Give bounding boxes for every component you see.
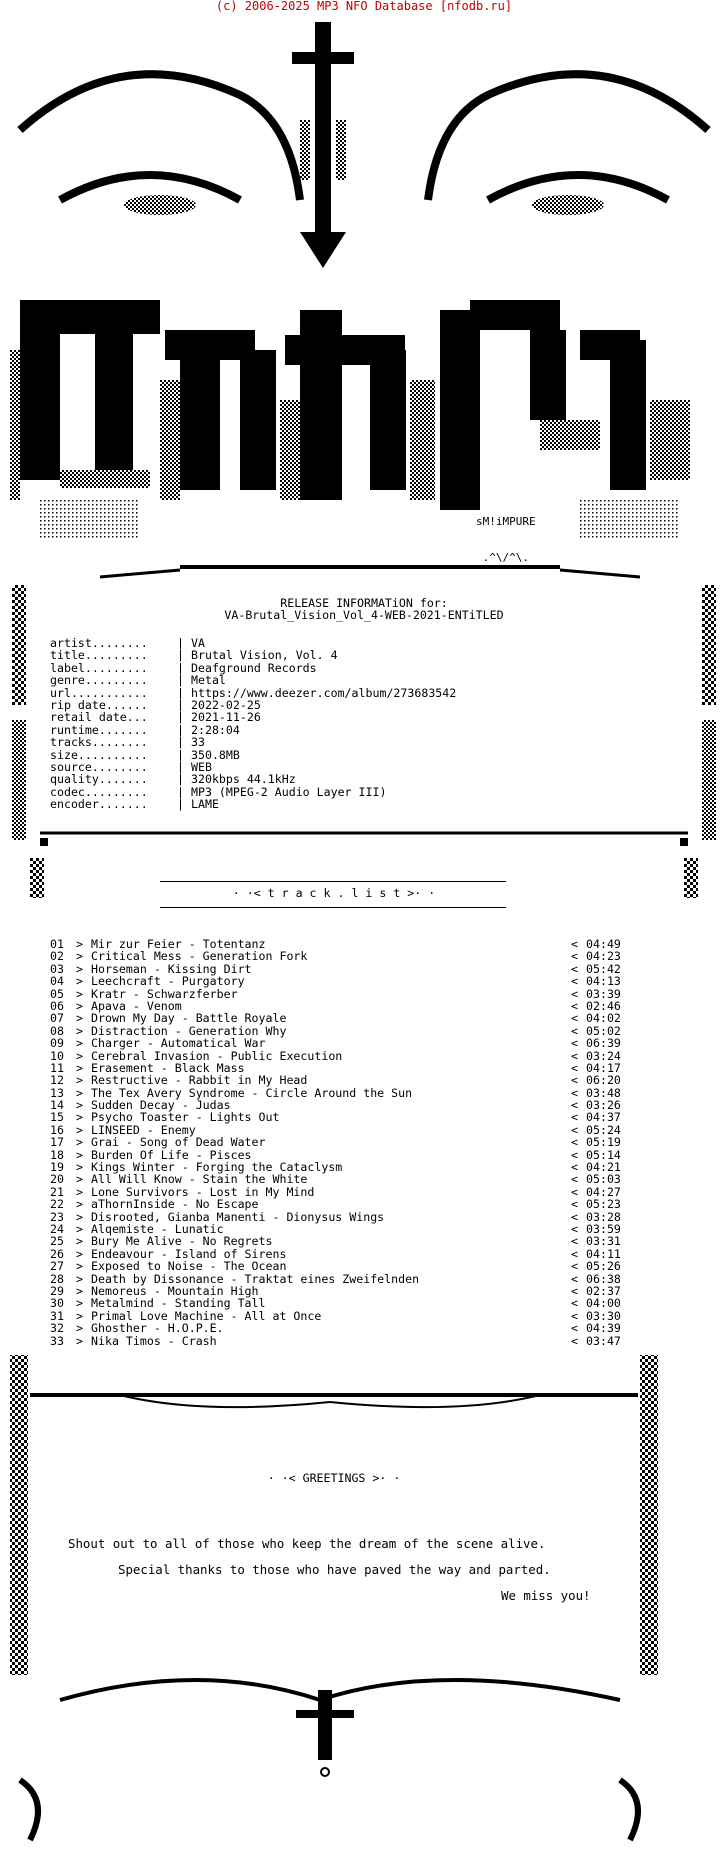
- track-arrow: >: [76, 1135, 83, 1150]
- track-duration: 04:17: [586, 1060, 621, 1075]
- track-duration: 04:49: [586, 937, 621, 951]
- info-key: encoder.......: [50, 797, 148, 812]
- track-number: 24: [50, 1221, 64, 1236]
- track-arrow: >: [76, 1259, 83, 1274]
- track-number: 11: [50, 1060, 64, 1075]
- track-arrow: >: [76, 1296, 83, 1311]
- duration-marker: <: [571, 1197, 578, 1212]
- duration-marker: <: [571, 1321, 578, 1336]
- info-separator: |: [177, 760, 184, 775]
- track-arrow: >: [76, 937, 83, 951]
- info-value: Metal: [191, 673, 226, 688]
- release-header: [0, 597, 728, 622]
- track-duration: 02:46: [586, 998, 621, 1013]
- info-separator: |: [177, 636, 184, 650]
- track-arrow: >: [76, 961, 83, 976]
- track-arrow: >: [76, 949, 83, 964]
- track-duration: 05:26: [586, 1259, 621, 1274]
- info-key: url...........: [50, 685, 148, 700]
- track-row: [50, 1111, 668, 1123]
- track-arrow: >: [76, 986, 83, 1001]
- track-arrow: >: [76, 1147, 83, 1162]
- track-title: Lone Survivors - Lost in My Mind: [91, 1184, 315, 1199]
- duration-marker: <: [571, 1023, 578, 1038]
- track-duration: 03:31: [586, 1234, 621, 1249]
- duration-marker: <: [571, 1184, 578, 1199]
- track-number: 20: [50, 1172, 64, 1187]
- track-number: 04: [50, 974, 64, 989]
- duration-marker: <: [571, 1110, 578, 1125]
- track-title: Psycho Toaster - Lights Out: [91, 1110, 280, 1125]
- track-title: Bury Me Alive - No Regrets: [91, 1234, 273, 1249]
- track-arrow: >: [76, 1184, 83, 1199]
- track-arrow: >: [76, 1197, 83, 1212]
- track-number: 03: [50, 961, 64, 976]
- track-row: [50, 1235, 668, 1247]
- wing-left: [20, 74, 300, 200]
- track-number: 09: [50, 1036, 64, 1051]
- duration-marker: <: [571, 937, 578, 951]
- signature-tag: .^\/^\.: [482, 551, 529, 564]
- track-arrow: >: [76, 1321, 83, 1336]
- duration-marker: <: [571, 1135, 578, 1150]
- track-row: [50, 950, 668, 962]
- track-duration: 06:39: [586, 1036, 621, 1051]
- track-number: 22: [50, 1197, 64, 1212]
- track-title: Distraction - Generation Why: [91, 1023, 287, 1038]
- track-number: 05: [50, 986, 64, 1001]
- track-arrow: >: [76, 1122, 83, 1137]
- track-duration: 03:30: [586, 1308, 621, 1323]
- track-title: Charger - Automatical War: [91, 1036, 266, 1051]
- track-duration: 02:37: [586, 1283, 621, 1298]
- info-separator: |: [177, 747, 184, 762]
- track-title: The Tex Avery Syndrome - Circle Around the Sun: [91, 1085, 413, 1100]
- track-number: 28: [50, 1271, 64, 1286]
- info-value: 320kbps 44.1kHz: [191, 772, 296, 787]
- track-duration: 04:21: [586, 1160, 621, 1175]
- info-value: VA: [191, 636, 205, 650]
- duration-marker: <: [571, 1283, 578, 1298]
- track-duration: 03:39: [586, 986, 621, 1001]
- info-row: [50, 649, 456, 661]
- track-duration: 05:42: [586, 961, 621, 976]
- track-number: 17: [50, 1135, 64, 1150]
- track-number: 01: [50, 937, 64, 951]
- info-value: LAME: [191, 797, 219, 812]
- info-key: runtime.......: [50, 722, 148, 737]
- track-duration: 05:03: [586, 1172, 621, 1187]
- track-number: 27: [50, 1259, 64, 1274]
- info-separator: |: [177, 698, 184, 713]
- info-separator: |: [177, 660, 184, 675]
- duration-marker: <: [571, 1036, 578, 1051]
- info-separator: |: [177, 797, 184, 812]
- info-separator: |: [177, 648, 184, 663]
- track-number: 23: [50, 1209, 64, 1224]
- artist-signature: [476, 492, 536, 576]
- info-row: [50, 736, 456, 748]
- track-arrow: >: [76, 1209, 83, 1224]
- track-arrow: >: [76, 998, 83, 1013]
- track-number: 07: [50, 1011, 64, 1026]
- duration-marker: <: [571, 1333, 578, 1348]
- track-number: 15: [50, 1110, 64, 1125]
- track-title: Primal Love Machine - All at Once: [91, 1308, 322, 1323]
- track-arrow: >: [76, 1023, 83, 1038]
- track-row: [50, 1074, 668, 1086]
- info-key: artist........: [50, 636, 148, 650]
- track-row: [50, 1297, 668, 1309]
- track-duration: 06:38: [586, 1271, 621, 1286]
- info-key: tracks........: [50, 735, 148, 750]
- track-row: [50, 1260, 668, 1272]
- info-key: codec.........: [50, 784, 148, 799]
- info-value: 33: [191, 735, 205, 750]
- track-title: Metalmind - Standing Tall: [91, 1296, 266, 1311]
- duration-marker: <: [571, 1060, 578, 1075]
- info-key: retail date...: [50, 710, 148, 725]
- duration-marker: <: [571, 1147, 578, 1162]
- info-value: 2021-11-26: [191, 710, 261, 725]
- tracklist-rule-bottom: [160, 907, 506, 908]
- track-title: LINSEED - Enemy: [91, 1122, 196, 1137]
- info-value: 350.8MB: [191, 747, 240, 762]
- track-title: Erasement - Black Mass: [91, 1060, 245, 1075]
- track-title: Leechcraft - Purgatory: [91, 974, 245, 989]
- track-number: 29: [50, 1283, 64, 1298]
- info-row: [50, 798, 456, 810]
- cross-emblem: [292, 22, 354, 268]
- info-key: source........: [50, 760, 148, 775]
- info-key: genre.........: [50, 673, 148, 688]
- info-row: [50, 674, 456, 686]
- track-title: Cerebral Invasion - Public Execution: [91, 1048, 343, 1063]
- track-title: Mir zur Feier - Totentanz: [91, 937, 266, 951]
- duration-marker: <: [571, 1209, 578, 1224]
- track-title: Kings Winter - Forging the Cataclysm: [91, 1160, 343, 1175]
- greeting-line-2: Special thanks to those who have paved the way and parted.: [118, 1562, 551, 1577]
- track-number: 14: [50, 1098, 64, 1113]
- info-separator: |: [177, 673, 184, 688]
- track-number: 12: [50, 1073, 64, 1088]
- info-separator: |: [177, 685, 184, 700]
- duration-marker: <: [571, 1259, 578, 1274]
- track-arrow: >: [76, 1234, 83, 1249]
- track-arrow: >: [76, 1160, 83, 1175]
- track-title: Endeavour - Island of Sirens: [91, 1246, 287, 1261]
- track-title: Grai - Song of Dead Water: [91, 1135, 266, 1150]
- track-duration: 04:02: [586, 1011, 621, 1026]
- duration-marker: <: [571, 974, 578, 989]
- track-arrow: >: [76, 1333, 83, 1348]
- info-key: rip date......: [50, 698, 148, 713]
- track-row: [50, 1012, 668, 1024]
- info-separator: |: [177, 772, 184, 787]
- track-duration: 04:27: [586, 1184, 621, 1199]
- track-arrow: >: [76, 1283, 83, 1298]
- track-duration: 05:02: [586, 1023, 621, 1038]
- track-arrow: >: [76, 1246, 83, 1261]
- track-duration: 04:37: [586, 1110, 621, 1125]
- track-row: [50, 1173, 668, 1185]
- info-value: 2:28:04: [191, 722, 240, 737]
- track-duration: 05:19: [586, 1135, 621, 1150]
- release-info-table: [50, 637, 456, 811]
- info-key: label.........: [50, 660, 148, 675]
- track-duration: 03:24: [586, 1048, 621, 1063]
- track-row: [50, 1198, 668, 1210]
- duration-marker: <: [571, 1085, 578, 1100]
- track-title: Restructive - Rabbit in My Head: [91, 1073, 308, 1088]
- track-title: All Will Know - Stain the White: [91, 1172, 308, 1187]
- track-number: 32: [50, 1321, 64, 1336]
- track-number: 08: [50, 1023, 64, 1038]
- track-title: Exposed to Noise - The Ocean: [91, 1259, 287, 1274]
- duration-marker: <: [571, 1308, 578, 1323]
- info-value: WEB: [191, 760, 212, 775]
- track-number: 31: [50, 1308, 64, 1323]
- info-separator: |: [177, 735, 184, 750]
- duration-marker: <: [571, 1296, 578, 1311]
- duration-marker: <: [571, 986, 578, 1001]
- duration-marker: <: [571, 1098, 578, 1113]
- track-arrow: >: [76, 1036, 83, 1051]
- duration-marker: <: [571, 1172, 578, 1187]
- duration-marker: <: [571, 1073, 578, 1088]
- track-title: Burden Of Life - Pisces: [91, 1147, 252, 1162]
- greetings-title: · ·< GREETINGS >· ·: [267, 1471, 401, 1485]
- info-separator: |: [177, 722, 184, 737]
- logo-letters: [20, 300, 646, 510]
- info-value: 2022-02-25: [191, 698, 261, 713]
- track-row: [50, 1335, 668, 1347]
- track-title: Nika Timos - Crash: [91, 1333, 217, 1348]
- track-duration: 04:13: [586, 974, 621, 989]
- track-duration: 05:24: [586, 1122, 621, 1137]
- track-row: [50, 1322, 668, 1334]
- info-value: Deafground Records: [191, 660, 317, 675]
- track-arrow: >: [76, 1221, 83, 1236]
- info-row: [50, 773, 456, 785]
- track-title: aThornInside - No Escape: [91, 1197, 259, 1212]
- duration-marker: <: [571, 1271, 578, 1286]
- track-title: Ghosther - H.O.P.E.: [91, 1321, 224, 1336]
- duration-marker: <: [571, 1246, 578, 1261]
- duration-marker: <: [571, 949, 578, 964]
- track-arrow: >: [76, 1085, 83, 1100]
- eyes: [124, 195, 604, 215]
- info-value: MP3 (MPEG-2 Audio Layer III): [191, 784, 387, 799]
- info-key: title.........: [50, 648, 148, 663]
- track-title: Apava - Venom: [91, 998, 182, 1013]
- track-arrow: >: [76, 1271, 83, 1286]
- track-number: 33: [50, 1333, 64, 1348]
- track-duration: 05:23: [586, 1197, 621, 1212]
- track-title: Drown My Day - Battle Royale: [91, 1011, 287, 1026]
- wing-right: [428, 74, 708, 200]
- track-arrow: >: [76, 1110, 83, 1125]
- track-number: 30: [50, 1296, 64, 1311]
- duration-marker: <: [571, 961, 578, 976]
- duration-marker: <: [571, 1122, 578, 1137]
- track-arrow: >: [76, 1098, 83, 1113]
- track-duration: 03:47: [586, 1333, 621, 1348]
- track-row: [50, 1037, 668, 1049]
- info-separator: |: [177, 710, 184, 725]
- tracklist-rule-top: [160, 881, 506, 882]
- track-row: [50, 975, 668, 987]
- track-title: Death by Dissonance - Traktat eines Zweifelnden: [91, 1271, 420, 1286]
- track-title: Sudden Decay - Judas: [91, 1098, 231, 1113]
- track-number: 19: [50, 1160, 64, 1175]
- track-number: 18: [50, 1147, 64, 1162]
- track-duration: 06:20: [586, 1073, 621, 1088]
- track-arrow: >: [76, 1011, 83, 1026]
- duration-marker: <: [571, 1048, 578, 1063]
- duration-marker: <: [571, 1221, 578, 1236]
- track-number: 02: [50, 949, 64, 964]
- copyright-banner: (c) 2006-2025 MP3 NFO Database [nfodb.ru]: [215, 0, 513, 13]
- track-duration: 03:59: [586, 1221, 621, 1236]
- track-duration: 04:11: [586, 1246, 621, 1261]
- info-key: quality.......: [50, 772, 148, 787]
- track-title: Kratr - Schwarzferber: [91, 986, 238, 1001]
- track-number: 26: [50, 1246, 64, 1261]
- duration-marker: <: [571, 998, 578, 1013]
- info-value: Brutal Vision, Vol. 4: [191, 648, 338, 663]
- track-arrow: >: [76, 1172, 83, 1187]
- signature-name: sM!iMPURE: [476, 515, 536, 528]
- track-title: Disrooted, Gianba Manenti - Dionysus Wings: [91, 1209, 385, 1224]
- track-title: Horseman - Kissing Dirt: [91, 961, 252, 976]
- track-duration: 05:14: [586, 1147, 621, 1162]
- track-number: 10: [50, 1048, 64, 1063]
- release-heading: RELEASE INFORMATiON for:: [280, 596, 448, 610]
- track-duration: 03:26: [586, 1098, 621, 1113]
- track-number: 13: [50, 1085, 64, 1100]
- track-number: 25: [50, 1234, 64, 1249]
- greeting-line-1: Shout out to all of those who keep the dream of the scene alive.: [68, 1536, 546, 1551]
- track-number: 21: [50, 1184, 64, 1199]
- track-list: [50, 938, 668, 1347]
- track-arrow: >: [76, 1073, 83, 1088]
- info-separator: |: [177, 784, 184, 799]
- duration-marker: <: [571, 1160, 578, 1175]
- track-arrow: >: [76, 1060, 83, 1075]
- info-value: https://www.deezer.com/album/273683542: [191, 685, 457, 700]
- track-duration: 04:39: [586, 1321, 621, 1336]
- track-number: 16: [50, 1122, 64, 1137]
- release-name: VA-Brutal_Vision_Vol_4-WEB-2021-ENTiTLED: [224, 608, 504, 623]
- info-key: size..........: [50, 747, 148, 762]
- track-number: 06: [50, 998, 64, 1013]
- track-title: Critical Mess - Generation Fork: [91, 949, 308, 964]
- greeting-line-3: We miss you!: [501, 1588, 591, 1603]
- track-arrow: >: [76, 1308, 83, 1323]
- track-arrow: >: [76, 1048, 83, 1063]
- track-duration: 03:28: [586, 1209, 621, 1224]
- track-title: Alqemiste - Lunatic: [91, 1221, 224, 1236]
- duration-marker: <: [571, 1234, 578, 1249]
- duration-marker: <: [571, 1011, 578, 1026]
- track-duration: 03:48: [586, 1085, 621, 1100]
- tracklist-title: · ·< t r a c k . l i s t >· ·: [232, 886, 436, 900]
- track-duration: 04:23: [586, 949, 621, 964]
- info-row: [50, 711, 456, 723]
- track-arrow: >: [76, 974, 83, 989]
- track-title: Nemoreus - Mountain High: [91, 1283, 259, 1298]
- track-duration: 04:00: [586, 1296, 621, 1311]
- track-row: [50, 1136, 668, 1148]
